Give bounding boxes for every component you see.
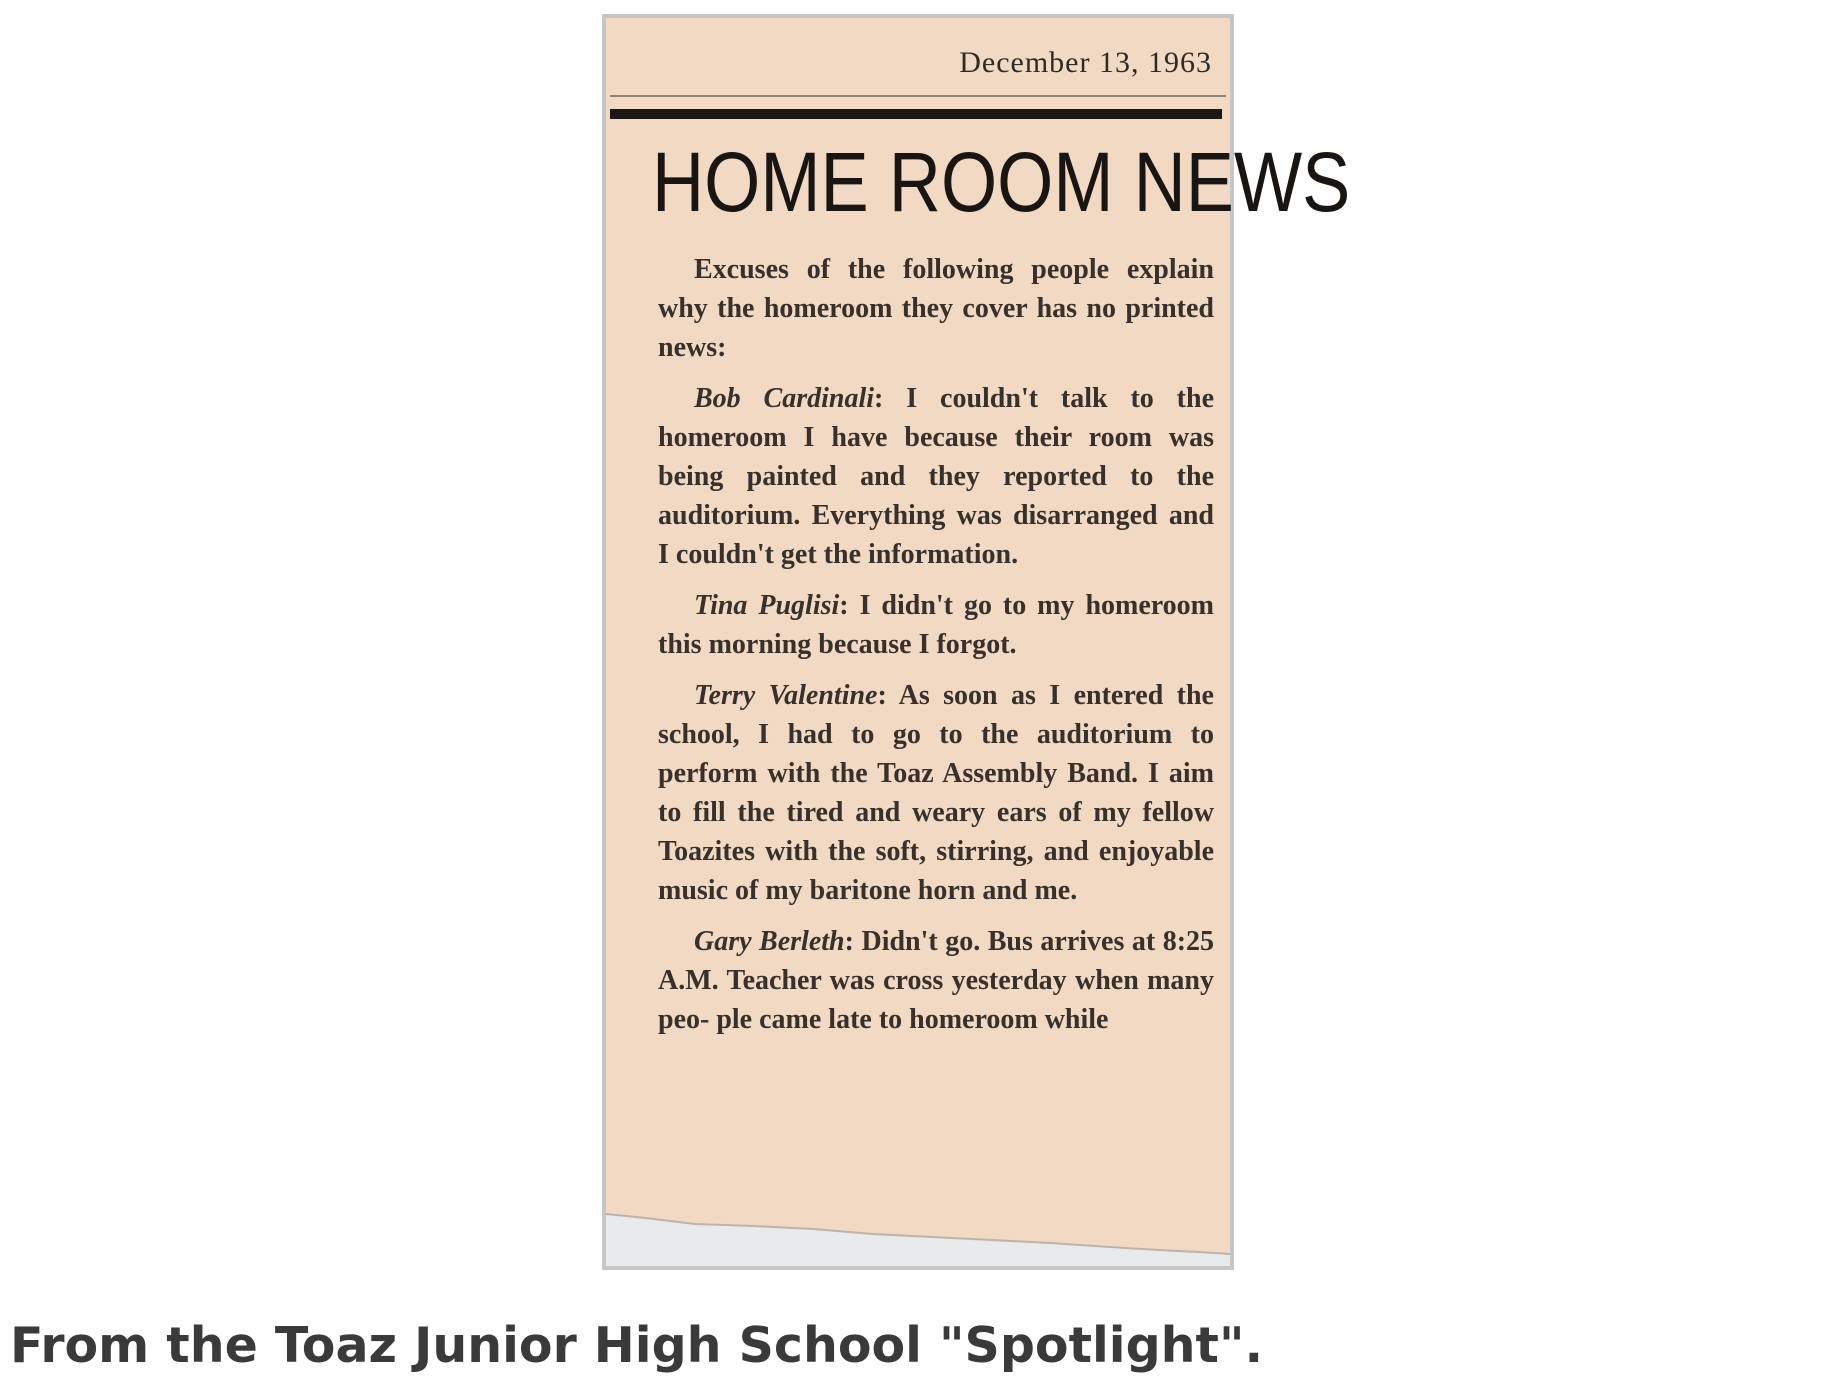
clipping-headline: HOME ROOM NEWS [652,135,1351,229]
entry-text: I didn't go to my homeroom this morning because I forgot. [658,590,1215,660]
header-thin-rule [610,95,1226,97]
article-body [658,250,1214,1051]
entry-text: As soon as I entered the school, I had to go to the auditorium to perform with the Toaz Assembly Band. I aim to fill the tired and weary ears of my fellow Toazites with the soft, stirring, and enjoyable music of my baritone horn and me. [658,680,1214,906]
speaker-name: Terry Valentine [694,680,878,711]
speaker-name: Gary Berleth [694,926,845,957]
entry-paragraph: Gary Berleth: Didn't go. Bus arrives at 8:25 A.M. Teacher was cross yesterday when many peo- ple came late to homeroom while [658,926,1215,1035]
newspaper-clipping [602,14,1351,1270]
header-thick-rule [610,109,1222,119]
entry-text: I couldn't talk to the homeroom I have because their room was being painted and they reported to the auditorium. Everything was disarranged and I couldn't get the information. [658,383,1214,570]
intro-paragraph: Excuses of the following people explain why the homeroom they cover has no printed news: [658,254,1214,363]
image-caption: From the Toaz Junior High School "Spotlight". [10,1317,1264,1374]
speaker-name: Bob Cardinali [694,383,875,414]
entry-paragraph: Tina Puglisi: I didn't go to my homeroom this morning because I forgot. [658,590,1215,660]
torn-edge [606,1196,1230,1266]
entry-text: Didn't go. Bus arrives at 8:25 A.M. Teacher was cross yesterday when many peo- ple came late to homeroom while [658,926,1215,1035]
speaker-name: Tina Puglisi [694,590,840,621]
entry-paragraph: Terry Valentine: As soon as I entered the school, I had to go to the auditorium to perform with the Toaz Assembly Band. I aim to fill the tired and weary ears of my fellow Toazites with the soft, stirring, and enjoyable music of my baritone horn and me. [658,680,1214,906]
clipping-date: December 13, 1963 [959,46,1212,79]
entry-paragraph: Bob Cardinali: I couldn't talk to the homeroom I have because their room was being painted and they reported to the auditorium. Everything was disarranged and I couldn't get the information. [658,383,1214,570]
